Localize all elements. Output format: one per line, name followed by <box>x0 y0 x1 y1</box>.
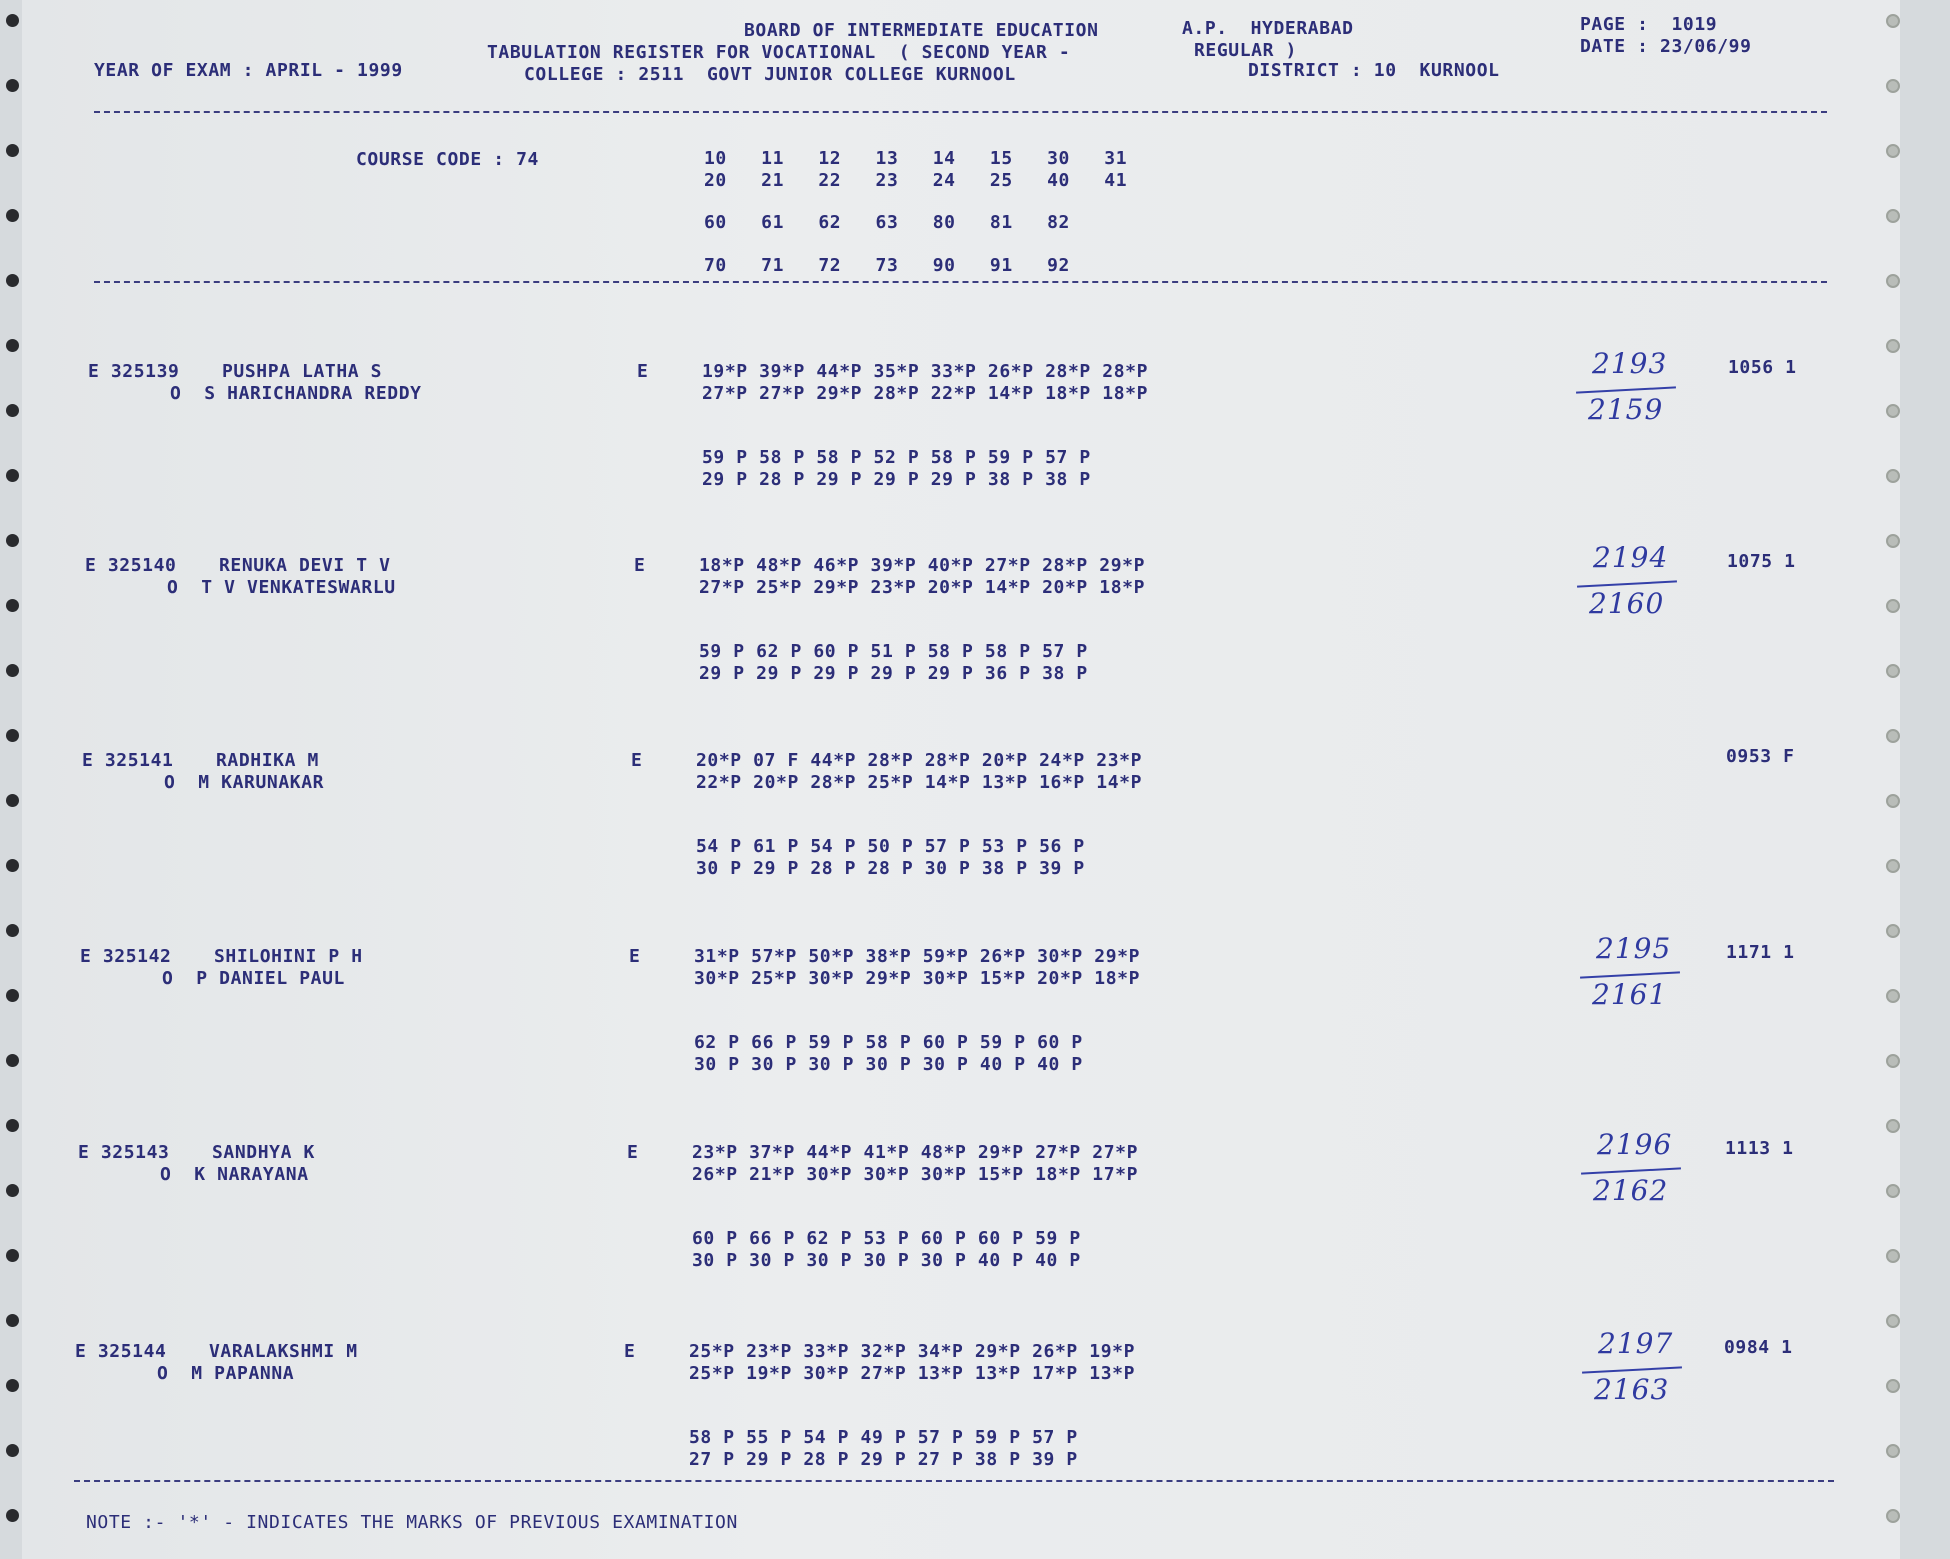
feed-hole <box>6 1119 19 1132</box>
marks-row: 58 P 55 P 54 P 49 P 57 P 59 P 57 P <box>689 1427 1078 1448</box>
student-roll-number: E 325142 <box>80 946 172 967</box>
feed-hole <box>1886 274 1900 288</box>
feed-hole <box>6 1509 19 1522</box>
handwritten-serial-top: 2193 <box>1592 347 1668 380</box>
subject-codes-row: 60 61 62 63 80 81 82 <box>704 212 1070 233</box>
handwritten-serial-bottom: 2159 <box>1588 393 1664 426</box>
student-roll-number: E 325139 <box>88 361 180 382</box>
marks-row: 60 P 66 P 62 P 53 P 60 P 60 P 59 P <box>692 1228 1081 1249</box>
marks-row: 23*P 37*P 44*P 41*P 48*P 29*P 27*P 27*P <box>692 1142 1139 1163</box>
marks-row: 30 P 30 P 30 P 30 P 30 P 40 P 40 P <box>694 1054 1083 1075</box>
marks-row: 29 P 29 P 29 P 29 P 29 P 36 P 38 P <box>699 663 1088 684</box>
handwritten-serial-bottom: 2163 <box>1594 1373 1670 1406</box>
feed-hole <box>6 469 19 482</box>
total-result: 1171 1 <box>1726 942 1795 963</box>
medium-code: E <box>624 1341 636 1362</box>
feed-hole <box>6 1379 19 1392</box>
medium-code: E <box>629 946 641 967</box>
feed-hole <box>1886 859 1900 873</box>
marks-row: 30*P 25*P 30*P 29*P 30*P 15*P 20*P 18*P <box>694 968 1141 989</box>
marks-row: 27 P 29 P 28 P 29 P 27 P 38 P 39 P <box>689 1449 1078 1470</box>
register-title: TABULATION REGISTER FOR VOCATIONAL ( SECOND YEAR - <box>487 42 1071 63</box>
handwritten-serial-top: 2196 <box>1597 1128 1673 1161</box>
feed-hole <box>1886 1379 1900 1393</box>
parent-name: O M KARUNAKAR <box>164 772 325 793</box>
subject-codes-row: 20 21 22 23 24 25 40 41 <box>704 170 1128 191</box>
district: DISTRICT : 10 KURNOOL <box>1248 60 1500 81</box>
feed-hole <box>1886 1249 1900 1263</box>
total-result: 0984 1 <box>1724 1337 1793 1358</box>
print-date: DATE : 23/06/99 <box>1580 36 1752 57</box>
footnote: NOTE :- '*' - INDICATES THE MARKS OF PREVIOUS EXAMINATION <box>86 1512 738 1533</box>
feed-hole <box>1886 79 1900 93</box>
medium-code: E <box>634 555 646 576</box>
marks-row: 27*P 27*P 29*P 28*P 22*P 14*P 18*P 18*P <box>702 383 1149 404</box>
feed-hole <box>1886 1314 1900 1328</box>
student-name: PUSHPA LATHA S <box>222 361 383 382</box>
student-roll-number: E 325144 <box>75 1341 167 1362</box>
feed-hole <box>6 209 19 222</box>
handwritten-serial-bottom: 2161 <box>1592 978 1668 1011</box>
feed-hole <box>6 274 19 287</box>
feed-hole <box>6 534 19 547</box>
medium-code: E <box>631 750 643 771</box>
student-name: SHILOHINI P H <box>214 946 363 967</box>
feed-hole <box>6 664 19 677</box>
feed-hole <box>6 339 19 352</box>
total-result: 1056 1 <box>1728 357 1797 378</box>
handwritten-serial-top: 2197 <box>1598 1327 1674 1360</box>
tabulation-sheet <box>22 0 1900 1559</box>
header-divider <box>94 111 1827 113</box>
feed-hole <box>6 404 19 417</box>
feed-hole <box>1886 794 1900 808</box>
marks-row: 62 P 66 P 59 P 58 P 60 P 59 P 60 P <box>694 1032 1083 1053</box>
feed-hole <box>6 1314 19 1327</box>
feed-hole <box>6 599 19 612</box>
medium-code: E <box>627 1142 639 1163</box>
feed-hole <box>1886 664 1900 678</box>
page-number: PAGE : 1019 <box>1580 14 1718 35</box>
marks-row: 18*P 48*P 46*P 39*P 40*P 27*P 28*P 29*P <box>699 555 1146 576</box>
feed-hole <box>6 1184 19 1197</box>
student-roll-number: E 325143 <box>78 1142 170 1163</box>
handwritten-serial-top: 2194 <box>1593 541 1669 574</box>
course-divider <box>94 281 1827 283</box>
marks-row: 22*P 20*P 28*P 25*P 14*P 13*P 16*P 14*P <box>696 772 1143 793</box>
feed-hole <box>1886 469 1900 483</box>
student-name: RENUKA DEVI T V <box>219 555 391 576</box>
marks-row: 26*P 21*P 30*P 30*P 30*P 15*P 18*P 17*P <box>692 1164 1139 1185</box>
feed-hole <box>6 859 19 872</box>
marks-row: 30 P 29 P 28 P 28 P 30 P 38 P 39 P <box>696 858 1085 879</box>
marks-row: 25*P 19*P 30*P 27*P 13*P 13*P 17*P 13*P <box>689 1363 1136 1384</box>
footer-divider <box>74 1480 1834 1482</box>
feed-hole <box>1886 209 1900 223</box>
total-result: 1075 1 <box>1727 551 1796 572</box>
parent-name: O M PAPANNA <box>157 1363 295 1384</box>
feed-hole <box>1886 339 1900 353</box>
feed-hole <box>6 794 19 807</box>
feed-hole <box>1886 1119 1900 1133</box>
feed-hole <box>1886 144 1900 158</box>
tractor-feed-holes-left <box>0 0 20 1559</box>
handwritten-serial-bottom: 2162 <box>1593 1174 1669 1207</box>
student-name: SANDHYA K <box>212 1142 315 1163</box>
marks-row: 27*P 25*P 29*P 23*P 20*P 14*P 20*P 18*P <box>699 577 1146 598</box>
feed-hole <box>6 79 19 92</box>
handwritten-serial-top: 2195 <box>1596 932 1672 965</box>
subject-codes-row: 10 11 12 13 14 15 30 31 <box>704 148 1128 169</box>
student-name: VARALAKSHMI M <box>209 1341 358 1362</box>
feed-hole <box>6 989 19 1002</box>
feed-hole <box>6 1444 19 1457</box>
feed-hole <box>6 729 19 742</box>
feed-hole <box>1886 729 1900 743</box>
student-name: RADHIKA M <box>216 750 319 771</box>
marks-row: 31*P 57*P 50*P 38*P 59*P 26*P 30*P 29*P <box>694 946 1141 967</box>
total-result: 1113 1 <box>1725 1138 1794 1159</box>
board-location: A.P. HYDERABAD <box>1182 18 1354 39</box>
subject-codes-row: 70 71 72 73 90 91 92 <box>704 255 1070 276</box>
feed-hole <box>6 1249 19 1262</box>
student-roll-number: E 325140 <box>85 555 177 576</box>
board-title: BOARD OF INTERMEDIATE EDUCATION <box>744 20 1099 41</box>
feed-hole <box>1886 1184 1900 1198</box>
handwritten-serial-bottom: 2160 <box>1589 587 1665 620</box>
marks-row: 29 P 28 P 29 P 29 P 29 P 38 P 38 P <box>702 469 1091 490</box>
marks-row: 59 P 62 P 60 P 51 P 58 P 58 P 57 P <box>699 641 1088 662</box>
year-of-exam: YEAR OF EXAM : APRIL - 1999 <box>94 60 403 81</box>
feed-hole <box>1886 14 1900 28</box>
feed-hole <box>1886 989 1900 1003</box>
medium-code: E <box>637 361 649 382</box>
parent-name: O T V VENKATESWARLU <box>167 577 396 598</box>
feed-hole <box>6 14 19 27</box>
feed-hole <box>1886 534 1900 548</box>
feed-hole <box>1886 599 1900 613</box>
feed-hole <box>1886 924 1900 938</box>
marks-row: 25*P 23*P 33*P 32*P 34*P 29*P 26*P 19*P <box>689 1341 1136 1362</box>
parent-name: O P DANIEL PAUL <box>162 968 345 989</box>
feed-hole <box>1886 404 1900 418</box>
marks-row: 20*P 07 F 44*P 28*P 28*P 20*P 24*P 23*P <box>696 750 1143 771</box>
feed-hole <box>1886 1444 1900 1458</box>
feed-hole <box>6 924 19 937</box>
total-result: 0953 F <box>1726 746 1795 767</box>
feed-hole <box>6 144 19 157</box>
parent-name: O S HARICHANDRA REDDY <box>170 383 422 404</box>
marks-row: 54 P 61 P 54 P 50 P 57 P 53 P 56 P <box>696 836 1085 857</box>
marks-row: 30 P 30 P 30 P 30 P 30 P 40 P 40 P <box>692 1250 1081 1271</box>
register-type: REGULAR ) <box>1194 40 1297 61</box>
student-roll-number: E 325141 <box>82 750 174 771</box>
feed-hole <box>1886 1054 1900 1068</box>
college: COLLEGE : 2511 GOVT JUNIOR COLLEGE KURNOOL <box>524 64 1016 85</box>
marks-row: 19*P 39*P 44*P 35*P 33*P 26*P 28*P 28*P <box>702 361 1149 382</box>
feed-hole <box>1886 1509 1900 1523</box>
tractor-feed-holes-right <box>1884 0 1904 1559</box>
course-code: COURSE CODE : 74 <box>356 149 539 170</box>
feed-hole <box>6 1054 19 1067</box>
parent-name: O K NARAYANA <box>160 1164 309 1185</box>
marks-row: 59 P 58 P 58 P 52 P 58 P 59 P 57 P <box>702 447 1091 468</box>
